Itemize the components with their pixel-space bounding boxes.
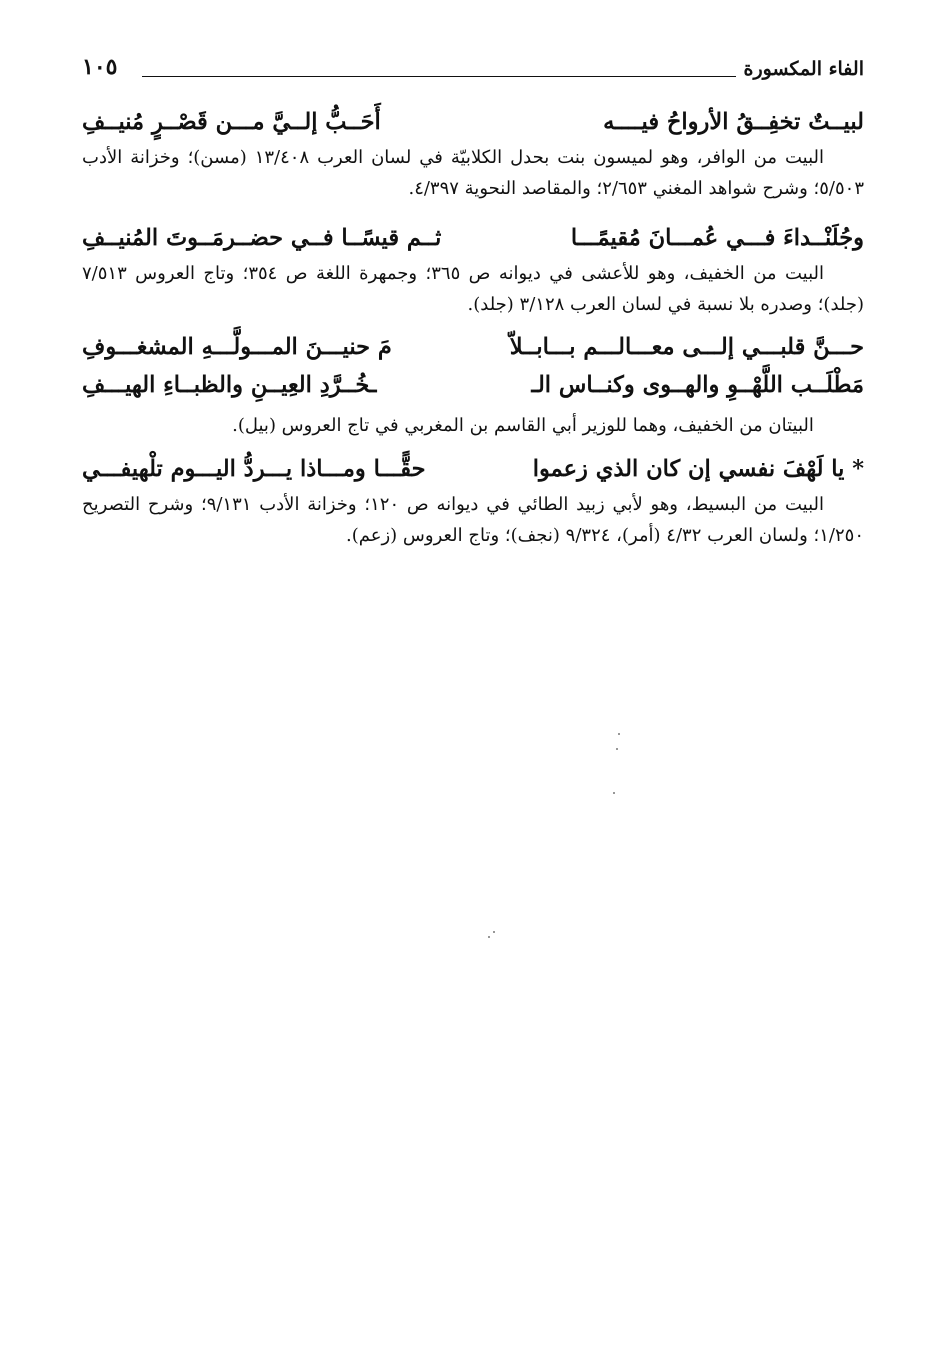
poetry-entry: [82, 218, 864, 320]
verse-hemistich-first: حـــنَّ قلبـــي إلـــى معـــالـــم بـــابــلاّ: [509, 334, 864, 360]
footnote-text: البيت من البسيط، وهو لأبي زبيد الطائي في ديوانه ص ١٢٠؛ وخزانة الأدب ٩/١٣١؛ وشرح التصريح ١/٢٥٠؛ ولسان العرب ٤/٣٢ (أمر)، ٩/٣٢٤ (نجف)؛ وتاج العروس (زعم).: [82, 494, 864, 546]
verse-line: [82, 218, 864, 258]
footnote-text: البيت من الوافر، وهو لميسون بنت بحدل الكلابيّة في لسان العرب ١٣/٤٠٨ (مسن)؛ وخزانة الأدب ٥/٥٠٣؛ وشرح شواهد المغني ٢/٦٥٣؛ والمقاصد النحوية ٤/٣٩٧.: [82, 147, 864, 199]
page-number: ١٠٥: [82, 54, 118, 80]
poetry-entry: [82, 449, 864, 551]
chapter-title: الفاء المكسورة: [743, 58, 864, 80]
poetry-entry: [82, 102, 864, 204]
verse-line: [82, 366, 864, 404]
running-header: [82, 56, 864, 90]
verse-line: [82, 449, 864, 489]
header-rule: [142, 76, 736, 77]
scan-speck: [616, 748, 618, 750]
verse-footnote: [82, 258, 864, 320]
verse-hemistich-second: أَحَــبُّ إلــيَّ مـــن قَصْــرٍ مُنيــفِ: [82, 109, 381, 135]
scan-speck: [493, 931, 495, 933]
verse-footnote: [82, 410, 864, 441]
scan-speck: [613, 792, 615, 794]
poetry-entry: [82, 328, 864, 441]
verse-hemistich-second: ثــم قيسًــا فــي حضــرمَــوتَ المُنيــفِ: [82, 225, 442, 251]
verse-hemistich-first: وجُلَنْــداءَ فـــي عُمـــانَ مُقيمًـــا: [570, 225, 864, 251]
scan-speck: [618, 733, 620, 735]
verse-hemistich-first: مَطْلَــب اللَّهْــوِ والهــوى وكنــاس الـ: [531, 372, 864, 398]
footnote-text: البيتان من الخفيف، وهما للوزير أبي القاسم بن المغربي في تاج العروس (بيل).: [232, 415, 814, 436]
verse-footnote: [82, 489, 864, 551]
verse-hemistich-first: لبيــتٌ تخفِــقُ الأرواحُ فيــــه: [603, 109, 864, 135]
verse-hemistich-first: * يا لَهْفَ نفسي إن كان الذي زعموا: [532, 456, 864, 482]
scan-speck: [488, 936, 490, 938]
verse-footnote: [82, 142, 864, 204]
verse-line: [82, 328, 864, 366]
verse-hemistich-second: حقًّـــا ومـــاذا يـــردُّ اليـــوم تلْهيفـــي: [82, 456, 426, 482]
book-page: [82, 56, 864, 555]
verse-hemistich-second: مَ حنيـــنَ المـــولَّـــهِ المشغـــوفِ: [82, 334, 392, 360]
footnote-text: البيت من الخفيف، وهو للأعشى في ديوانه ص ٣٦٥؛ وجمهرة اللغة ص ٣٥٤؛ وتاج العروس ٧/٥١٣ (جلد)؛ وصدره بلا نسبة في لسان العرب ٣/١٢٨ (جلد).: [82, 263, 864, 315]
verse-line: [82, 102, 864, 142]
verse-hemistich-second: ـخُــرَّدِ العِيــنِ والظبــاءِ الهيـــفِ: [82, 372, 377, 398]
